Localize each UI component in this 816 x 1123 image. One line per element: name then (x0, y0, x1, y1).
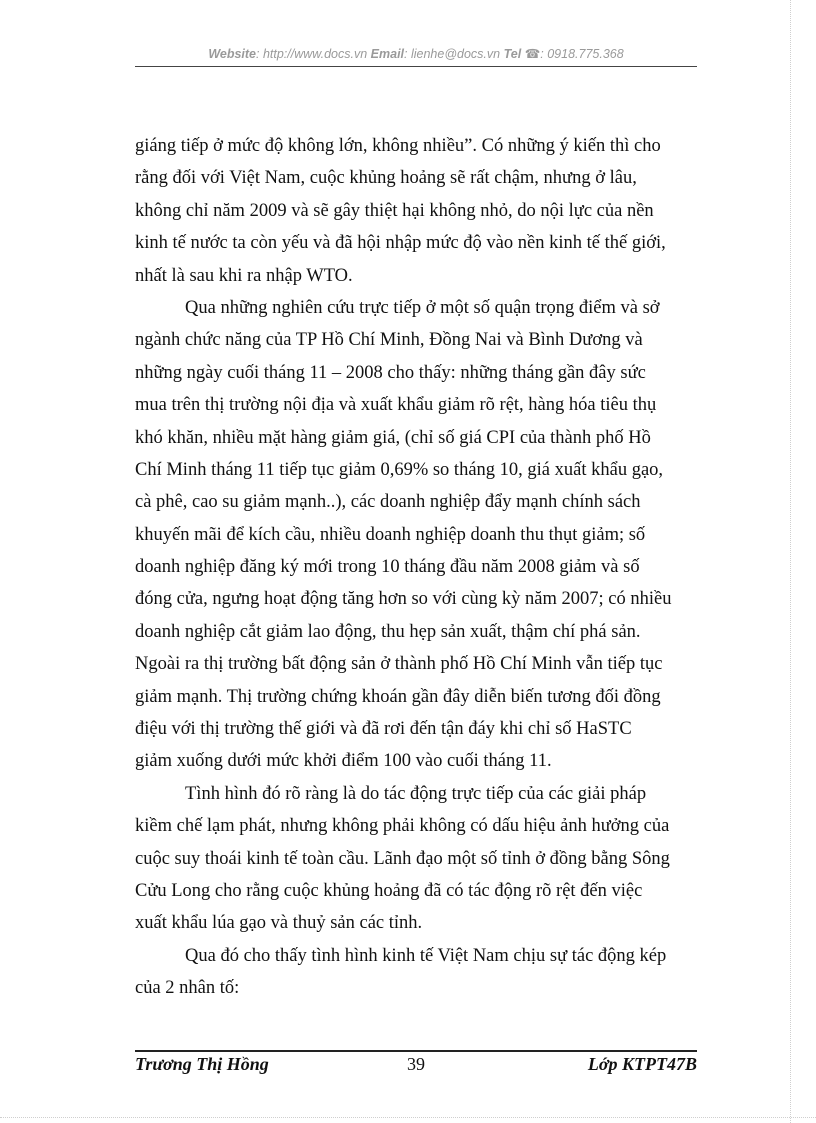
body-line: nhất là sau khi ra nhập WTO. (135, 265, 353, 286)
body-line: Chí Minh tháng 11 tiếp tục giảm 0,69% so tháng 10, giá xuất khẩu gạo, (135, 459, 664, 480)
body-line: của 2 nhân tố: (135, 978, 240, 999)
footer-class: Lớp KTPT47B (587, 1054, 697, 1074)
body-line: những ngày cuối tháng 11 – 2008 cho thấy: những tháng gần đây sức (135, 362, 646, 383)
body-line: cuộc suy thoái kinh tế toàn cầu. Lãnh đạo một số tỉnh ở đồng bằng Sông (135, 848, 670, 869)
header-divider (135, 66, 697, 67)
tel-label: Tel (503, 47, 522, 61)
paragraph-start: Qua những nghiên cứu trực tiếp ở một số quận trọng điểm và sở (185, 297, 660, 318)
page-edge-bottom (0, 1117, 816, 1118)
paragraph-start: Qua đó cho thấy tình hình kinh tế Việt Nam chịu sự tác động kép (185, 945, 667, 966)
body-line: doanh nghiệp đăng ký mới trong 10 tháng đầu năm 2008 giảm và số (135, 557, 640, 578)
body-line: mua trên thị trường nội địa và xuất khẩu giảm rõ rệt, hàng hóa tiêu thụ (135, 395, 657, 416)
tel-value: : 0918.775.368 (540, 47, 624, 61)
body-line: ngành chức năng của TP Hồ Chí Minh, Đồng Nai và Bình Dương và (135, 330, 643, 351)
body-line: doanh nghiệp cắt giảm lao động, thu hẹp sản xuất, thậm chí phá sản. (135, 621, 641, 642)
document-body (135, 130, 697, 1005)
page-footer (135, 1054, 697, 1078)
body-line: kinh tế nước ta còn yếu và đã hội nhập mức độ vào nền kinh tế thế giới, (135, 233, 666, 254)
body-line: không chỉ năm 2009 và sẽ gây thiệt hại không nhỏ, do nội lực của nền (135, 200, 654, 221)
website-value: : http://www.docs.vn (256, 47, 368, 61)
body-line: xuất khẩu lúa gạo và thuỷ sản các tỉnh. (135, 913, 423, 934)
page-edge-right (790, 0, 791, 1123)
body-line: giảm xuống dưới mức khởi điểm 100 vào cuối tháng 11. (135, 751, 552, 772)
body-line: cà phê, cao su giảm mạnh..), các doanh nghiệp đẩy mạnh chính sách (135, 492, 641, 513)
body-line: Ngoài ra thị trường bất động sản ở thành phố Hồ Chí Minh vẫn tiếp tục (135, 654, 663, 675)
body-line: kiềm chế lạm phát, nhưng không phải không có dấu hiệu ảnh hưởng của (135, 816, 670, 837)
body-line: khó khăn, nhiều mặt hàng giảm giá, (chỉ số giá CPI của thành phố Hồ (135, 427, 651, 448)
email-label: Email (370, 47, 405, 61)
footer-author: Trương Thị Hồng (135, 1054, 269, 1074)
footer-divider (135, 1050, 697, 1052)
body-line: giảm mạnh. Thị trường chứng khoán gần đây diễn biến tương đối đồng (135, 686, 661, 707)
body-line: điệu với thị trường thế giới và đã rơi đến tận đáy khi chỉ số HaSTC (135, 719, 632, 740)
phone-icon: ☎ (524, 47, 541, 61)
page-number: 39 (407, 1054, 425, 1074)
paragraph-start: Tình hình đó rõ ràng là do tác động trực tiếp của các giải pháp (185, 783, 647, 804)
body-line: khuyến mãi để kích cầu, nhiều doanh nghiệp doanh thu thụt giảm; số (135, 524, 646, 545)
body-line: rằng đối với Việt Nam, cuộc khủng hoảng sẽ rất chậm, nhưng ở lâu, (135, 168, 637, 189)
page-header (135, 46, 697, 61)
body-line: đóng cửa, ngưng hoạt động tăng hơn so với cùng kỳ năm 2007; có nhiều (135, 589, 672, 610)
body-line: Cửu Long cho rằng cuộc khủng hoảng đã có tác động rõ rệt đến việc (135, 880, 643, 901)
body-line: giáng tiếp ở mức độ không lớn, không nhiều”. Có những ý kiến thì cho (135, 136, 661, 156)
email-value: : lienhe@docs.vn (404, 47, 501, 61)
website-label: Website (208, 47, 257, 61)
